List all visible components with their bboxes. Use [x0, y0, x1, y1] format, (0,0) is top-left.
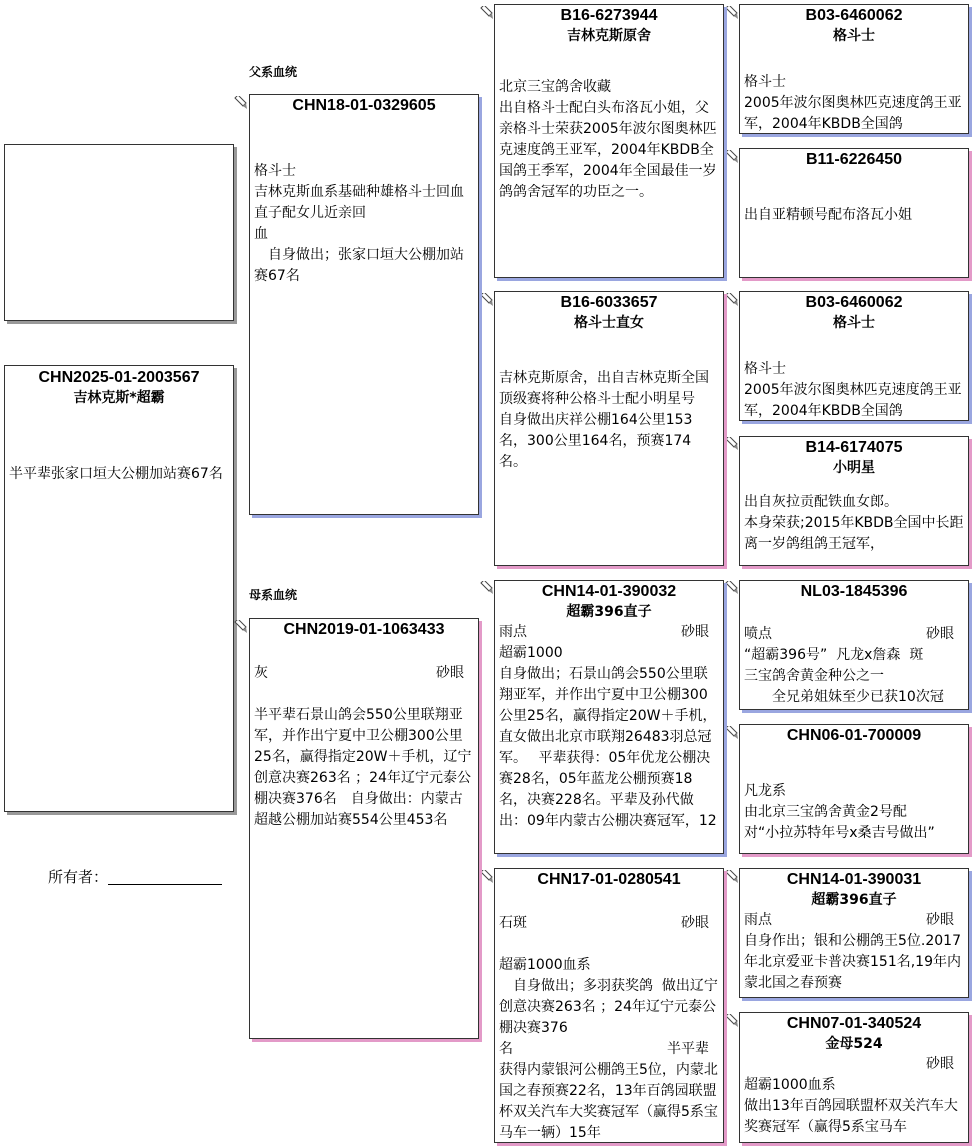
edit-pen-icon[interactable]	[724, 437, 740, 451]
photo-frame	[4, 144, 234, 321]
dam-color: 灰	[254, 665, 268, 681]
dds-card	[739, 868, 969, 998]
sds-ring: B03-6460062	[805, 294, 903, 311]
paternal-label: 父系血统	[249, 65, 298, 79]
edit-pen-icon[interactable]	[479, 293, 495, 307]
ddd-eye: 砂眼	[926, 1056, 954, 1072]
dam-eye: 砂眼	[436, 665, 464, 681]
sire-dam-notes: 吉林克斯原舍，出自吉林克斯全国顶级赛将种公格斗士配小明星号 自身做出庆祥公棚164公里153名，300公里164名，预赛174名。	[499, 370, 709, 470]
ddd-name: 金母524	[825, 1036, 883, 1052]
sds-notes: 格斗士 2005年波尔图奥林匹克速度鸽王亚军，2004年KBDB全国鸽	[744, 361, 962, 419]
dam-sire-color: 雨点	[499, 624, 527, 640]
sss-ring: B03-6460062	[805, 7, 903, 24]
sss-card	[739, 4, 969, 134]
ddd-card	[739, 1012, 969, 1143]
owner-field	[48, 866, 222, 887]
sdd-name: 小明星	[833, 460, 875, 476]
dam-card	[249, 618, 479, 1039]
ssd-notes: 出自亚精顿号配布洛瓦小姐	[744, 207, 912, 223]
edit-pen-icon[interactable]	[724, 870, 740, 884]
dam-dam-color: 石斑	[499, 915, 527, 931]
edit-pen-icon[interactable]	[724, 6, 740, 20]
dam-dam-mid-left: 名	[499, 1041, 513, 1057]
dam-dam-notes: 超霸1000血系 自身做出；多羽获奖鸽 做出辽宁创意决赛263名 ；24年辽宁元泰公棚决赛376	[499, 957, 718, 1036]
sire-sire-name: 吉林克斯原舍	[567, 28, 651, 44]
sire-sire-ring: B16-6273944	[560, 7, 658, 24]
dam-dam-card	[494, 868, 724, 1143]
sss-name: 格斗士	[833, 28, 875, 44]
sdd-notes: 出自灰拉贡配铁血女郎。 本身荣获;2015年KBDB全国中长距离一岁鸽组鸽王冠军，	[744, 494, 964, 552]
sire-ring: CHN18-01-0329605	[292, 97, 436, 114]
sds-card	[739, 291, 969, 421]
edit-pen-icon[interactable]	[479, 6, 495, 20]
sds-name: 格斗士	[833, 315, 875, 331]
edit-pen-icon[interactable]	[724, 293, 740, 307]
maternal-label: 母系血统	[249, 588, 298, 602]
ssd-card	[739, 148, 969, 278]
sdd-card	[739, 436, 969, 566]
dss-eye: 砂眼	[926, 626, 954, 642]
dsd-card	[739, 724, 969, 854]
edit-pen-icon[interactable]	[233, 96, 249, 110]
dam-dam-eye: 砂眼	[681, 915, 709, 931]
owner-line[interactable]	[108, 870, 222, 885]
dam-dam-mid-right: 半平辈	[667, 1041, 709, 1057]
dam-sire-name: 超霸396直子	[566, 604, 652, 620]
sire-dam-ring: B16-6033657	[560, 294, 658, 311]
dds-name: 超霸396直子	[811, 892, 897, 908]
edit-pen-icon[interactable]	[479, 870, 495, 884]
dds-eye: 砂眼	[926, 912, 954, 928]
dds-color: 雨点	[744, 912, 772, 928]
edit-pen-icon[interactable]	[724, 726, 740, 740]
edit-pen-icon[interactable]	[724, 150, 740, 164]
dam-dam-ring: CHN17-01-0280541	[537, 871, 681, 888]
dsd-notes: 凡龙系 由北京三宝鸽舍黄金2号配 对“小拉苏特年号x桑吉号做出”	[744, 783, 935, 841]
dss-notes: “超霸396号” 凡龙x詹森 斑 三宝鸽舍黄金种公之一 全兄弟姐妹至少已获10次冠	[744, 647, 944, 705]
dam-dam-notes-2: 获得内蒙银河公棚鸽王5位，内蒙北国之春预赛22名，13年百鸽园联盟杯双关汽车大奖赛冠军（赢得5系宝马车一辆）15年	[499, 1062, 718, 1141]
dss-color: 喷点	[744, 626, 772, 642]
dds-notes: 自身作出；银和公棚鸽王5位.2017年北京爱亚卡普决赛151名,19年内蒙北国之春预赛	[744, 933, 961, 991]
dam-ring: CHN2019-01-1063433	[283, 621, 445, 638]
sss-notes: 格斗士 2005年波尔图奥林匹克速度鸽王亚军，2004年KBDB全国鸽	[744, 74, 962, 132]
ddd-notes: 超霸1000血系 做出13年百鸽园联盟杯双关汽车大奖赛冠军（赢得5系宝马车	[744, 1077, 958, 1135]
edit-pen-icon[interactable]	[724, 581, 740, 595]
edit-pen-icon[interactable]	[724, 1014, 740, 1028]
dam-sire-card	[494, 580, 724, 854]
sdd-ring: B14-6174075	[805, 439, 903, 456]
sire-sire-notes: 北京三宝鸽舍收藏 出自格斗士配白头布洛瓦小姐，父亲格斗士荣获2005年波尔图奥林匹克速度鸽王亚军，2004年KBDB全国鸽王季军，2004年全国最佳一岁鸽鸽舍冠军的功臣之一。	[499, 79, 717, 200]
dam-sire-eye: 砂眼	[681, 624, 709, 640]
owner-label: 所有者：	[48, 868, 109, 886]
ddd-ring: CHN07-01-340524	[786, 1015, 922, 1032]
ssd-ring: B11-6226450	[805, 151, 903, 168]
dds-ring: CHN14-01-390031	[786, 871, 922, 888]
dam-sire-notes: 超霸1000 自身做出；石景山鸽会550公里联翔亚军，并作出宁夏中卫公棚300公里25名，赢得指定20W＋手机，直女做出北京市联翔26483羽总冠军。 平辈获得：05年优龙公棚决赛28名，05年蓝龙公棚预赛18名，决赛228名。平辈及孙代做出：09年内蒙古公棚决赛冠军，12	[499, 645, 717, 829]
dss-ring: NL03-1845396	[800, 583, 908, 600]
sire-dam-name: 格斗士直女	[574, 315, 644, 331]
subject-card	[4, 365, 234, 812]
sire-dam-card	[494, 291, 724, 566]
dss-card	[739, 580, 969, 710]
subject-ring: CHN2025-01-2003567	[38, 369, 200, 386]
dam-notes: 半平辈石景山鸽会550公里联翔亚军，并作出宁夏中卫公棚300公里25名，赢得指定20W＋手机，辽宁创意决赛263名 ；24年辽宁元泰公棚决赛376名 自身做出：内蒙古超越公棚加站赛554公里453名	[254, 707, 472, 828]
subject-notes: 半平辈张家口垣大公棚加站赛67名	[9, 466, 223, 482]
dam-sire-ring: CHN14-01-390032	[541, 583, 677, 600]
sire-card	[249, 94, 479, 515]
edit-pen-icon[interactable]	[233, 620, 249, 634]
edit-pen-icon[interactable]	[479, 581, 495, 595]
sire-sire-card	[494, 4, 724, 278]
dsd-ring: CHN06-01-700009	[786, 727, 922, 744]
subject-name: 吉林克斯*超霸	[73, 390, 165, 406]
sire-notes: 格斗士 吉林克斯血系基础种雄格斗士回血直子配女儿近亲回 血 自身做出；张家口垣大公棚加站赛67名	[254, 163, 464, 284]
